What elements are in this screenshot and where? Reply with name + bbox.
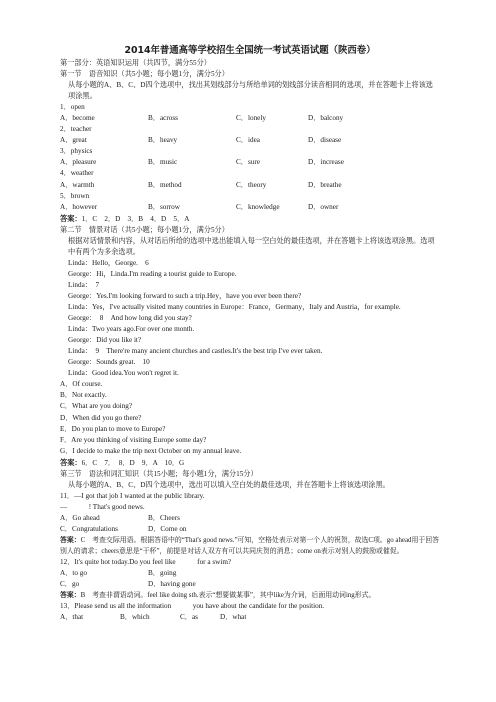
option: B．Not exactly. — [60, 391, 107, 400]
option: A．that — [60, 613, 84, 622]
question-12-options-2 — [60, 579, 440, 590]
dialog-line: George：Did you like it? — [68, 336, 142, 345]
answer-label: 答案： — [60, 591, 81, 600]
question-5: 5．brown — [60, 191, 90, 200]
option: B．music — [148, 158, 178, 167]
answer-label: 答案： — [60, 457, 82, 467]
dialog-line: Linda：Good idea.You won't regret it. — [68, 369, 179, 378]
option: A．warmth — [60, 180, 95, 189]
option: C．idea — [236, 136, 260, 145]
option: A．Go ahead — [60, 513, 100, 522]
section2-heading: 第二节 情景对话（共5小题；每小题1分，满分5分） — [60, 225, 229, 234]
option: A．however — [60, 202, 98, 211]
section2-answer — [60, 457, 440, 469]
option: B．Cheers — [148, 513, 180, 522]
option: C．lonely — [236, 114, 266, 123]
section1-questions — [60, 102, 440, 212]
page-title: 2014年普通高等学校招生全国统一考试英语试题（陕西卷） — [124, 45, 376, 56]
option: C．Congratulations — [60, 524, 118, 533]
dialog-options — [60, 379, 440, 456]
option: C．What are you doing? — [60, 402, 133, 411]
option: F．Are you thinking of visiting Europe some day? — [60, 435, 207, 444]
question-12: 12．It's quite hot today.Do you feel like for a swim? — [60, 558, 232, 567]
section3-instructions: 从每小题的A、B、C、D四个选项中，选出可以填入空白处的最佳选项，并在答题卡上将该选项涂黑。 — [68, 480, 390, 489]
option: D．balcony — [308, 114, 344, 123]
section2-instructions: 根据对话情景和内容，从对话后所给的选项中选出能填入每一空白处的最佳选项，并在答题卡上将该选项涂黑。选项中有两个为多余选项。 — [68, 236, 435, 256]
question-3: 3．physics — [60, 147, 93, 156]
answer-text: 6．C 7． 8．D 9．A 10．G — [81, 458, 185, 467]
dialog-line: Linda： 7 — [68, 280, 107, 289]
option: D．increase — [308, 158, 344, 167]
dialog-line: Linda：Yes，I've actually visited many countries in Europe：France，Germany，Italy and Austria，for example. — [68, 303, 401, 312]
option: D．Come on — [148, 524, 187, 533]
answer-label: 答案： — [60, 213, 82, 223]
option: D．owner — [308, 202, 339, 211]
question-1: 1．open — [60, 103, 85, 112]
option: C．as — [180, 613, 198, 622]
option: C．sure — [236, 158, 260, 167]
dialog-line: Linda： 9 There're many ancient churches and castles.It's the best trip I've ever taken. — [68, 347, 323, 356]
option: A．to go — [60, 569, 87, 578]
dialog-line: George：Sounds great. 10 — [68, 358, 157, 367]
section1-heading: 第一节 语音知识（共5小题；每小题1分，满分5分） — [60, 70, 229, 79]
option: D．having gone — [148, 580, 196, 589]
question-11-options — [60, 513, 440, 524]
option: A．great — [60, 136, 87, 145]
question-13-options — [60, 612, 440, 623]
section3-heading: 第三节 语法和词汇知识（共15小题；每小题1分，满分15分） — [60, 469, 258, 478]
option: D．When did you go there? — [60, 413, 142, 422]
option: C．theory — [236, 180, 267, 189]
question-11: 11．—I got that job I wanted at the public library. — [60, 491, 205, 500]
question-2-options — [60, 135, 440, 146]
option: E．Do you plan to move to Europe? — [60, 424, 166, 433]
question-12-options — [60, 568, 440, 579]
part-heading: 第一部分：英语知识运用（共四节，满分55分） — [60, 59, 211, 67]
dialog — [60, 258, 440, 380]
option: B．sorrow — [148, 202, 180, 211]
question-5-options — [60, 202, 440, 213]
question-11-answer — [60, 535, 440, 557]
question-4: 4．weather — [60, 169, 94, 178]
option: B．going — [148, 569, 177, 578]
answer-text: 1．C 2．D 3．B 4．D 5．A — [81, 214, 190, 223]
answer-explanation: C 考查交际用语。根据答语中的“That's good news.”可知，空格处表示对第一个人的祝贺，故选C项。go ahead用于回答别人的请求；cheers意思是“干杯”，前提是对话人双方有可以共同庆贺的消息；come on表示对别人的鼓励或催促。 — [60, 537, 440, 556]
question-4-options — [60, 180, 440, 191]
answer-label: 答案： — [60, 536, 81, 545]
dialog-line: George： 8 And how long did you stay? — [68, 314, 192, 323]
question-1-options — [60, 113, 440, 124]
option: C．go — [60, 580, 80, 589]
question-2: 2．teacher — [60, 125, 92, 134]
option: D．disease — [308, 136, 342, 145]
option: C．knowledge — [236, 202, 280, 211]
dialog-line: Linda：Hello，George. 6 — [68, 258, 156, 267]
answer-explanation: B 考查非谓语动词。feel like doing sth.表示“想要做某事”，其中like为介词，后面用动词ing形式。 — [80, 592, 376, 600]
dialog-line: George：Yes.I'm looking forward to such a trip.Hey，have you ever been there? — [68, 291, 302, 300]
question-13: 13．Please send us all the information you have about the candidate for the position. — [60, 602, 325, 611]
dialog-line: George：Hi，Linda.I'm reading a tourist guide to Europe. — [68, 269, 237, 278]
option: B．which — [120, 613, 150, 622]
option: D．breathe — [308, 180, 342, 189]
option: B．heavy — [148, 136, 178, 145]
option: A．Of course. — [60, 380, 103, 389]
option: A．become — [60, 114, 95, 123]
dialog-line: Linda：Two years ago.For over one month. — [68, 325, 195, 334]
section1-answer — [60, 213, 440, 225]
question-11-options-2 — [60, 524, 440, 535]
option: D．what — [220, 613, 247, 622]
question-11-reply: — ! That's good news. — [60, 502, 145, 511]
option: B．across — [148, 114, 178, 123]
exam-page — [60, 44, 440, 623]
question-3-options — [60, 157, 440, 168]
option: G．I decide to make the trip next October on my annual leave. — [60, 446, 242, 455]
option: B．method — [148, 180, 182, 189]
option: A．pleasure — [60, 158, 97, 167]
section1-instructions: 从每小题的A、B、C、D四个选项中，找出其划线部分与所给单词的划线部分读音相同的选项，并在答题卡上将该选项涂黑。 — [68, 81, 433, 101]
question-12-answer — [60, 590, 440, 601]
